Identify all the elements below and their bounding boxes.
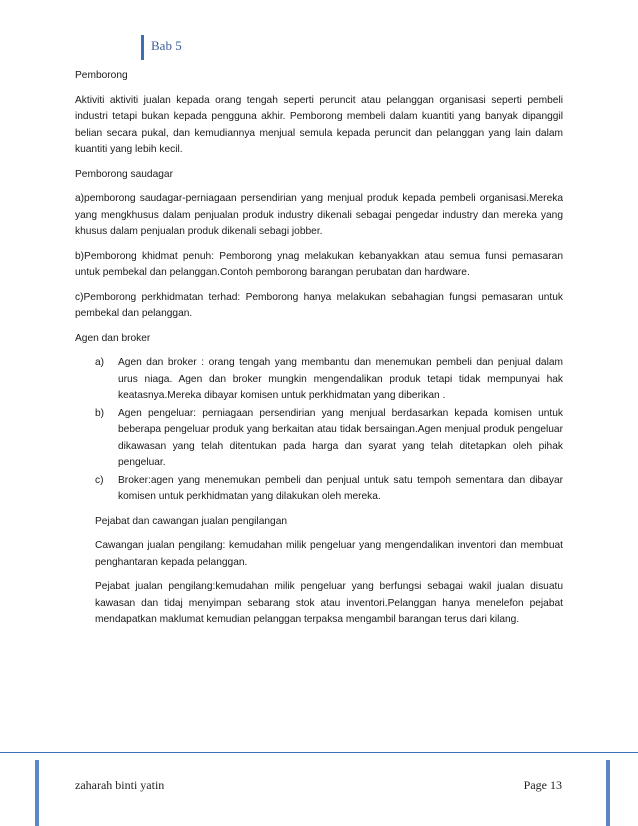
section-heading-agen: Agen dan broker	[75, 332, 151, 344]
section-heading-pemborong: Pemborong	[75, 70, 128, 81]
list-marker: b)	[95, 407, 105, 419]
paragraph-saudagar-a: a)pemborong saudagar-perniagaan persendirian yang menjual produk kepada pembeli organisasi.Mereka yang mengkhusus dalam penjualan produk industry dikenali sebagai pengedar industry dan mereka yang khusus dalam penjualan produk dikenali sebagi jobber.	[75, 193, 563, 237]
footer-author: zaharah binti yatin	[75, 778, 165, 792]
list-item	[95, 355, 563, 405]
list-marker: c)	[95, 474, 104, 486]
list-marker: a)	[95, 357, 105, 368]
footer-page-number: Page 13	[523, 778, 562, 792]
footer-divider	[0, 752, 638, 753]
list-item-text: Agen pengeluar: perniagaan persendirian yang menjual berdasarkan kepada komisen untuk beberapa pengeluar produk yang berkaitan atau tidak bersaingan.Agen menjual produk pengeluar dikawasan yang telah ditentukan pada harga dan syarat yang telah ditetapkan oleh pihak pengeluar.	[118, 407, 563, 468]
list-item	[95, 406, 563, 472]
list-item-text: Broker:agen yang menemukan pembeli dan penjual untuk satu tempoh sementara dan dibayar komisen untuk perkhidmatan yang dilakukan oleh mereka.	[118, 474, 563, 502]
list-item	[95, 473, 563, 506]
chapter-label: Bab 5	[151, 38, 182, 53]
agen-list	[75, 355, 563, 506]
page-content	[75, 68, 563, 637]
section-heading-pejabat: Pejabat dan cawangan jualan pengilangan	[95, 515, 288, 527]
section-heading-saudagar: Pemborong saudagar	[75, 168, 173, 180]
paragraph-cawangan: Cawangan jualan pengilang: kemudahan milik pengeluar yang mengendalikan inventori dan membuat penghantaran kepada pelanggan.	[95, 540, 563, 568]
paragraph-pemborong: Aktiviti aktiviti jualan kepada orang tengah seperti peruncit atau pelanggan organisasi seperti pembeli industri tetapi bukan kepada pengguna akhir. Pemborong membeli dalam kuantiti yang banyak dipanggil belian secara pukal, dan kemudiannya menjual semula kepada peruncit dan pelanggan yang lain dalam kuantiti yang lebih kecil.	[75, 94, 563, 155]
chapter-accent-bar	[141, 35, 144, 60]
footer-frame	[35, 760, 610, 826]
paragraph-pejabat: Pejabat jualan pengilang:kemudahan milik pengeluar yang berfungsi sebagai wakil jualan disuatu kawasan dan tidaj menyimpan sebarang stok atau inventori.Pelanggan hanya menelefon pejabat mendapatkan maklumat kemudian pelanggan terpaksa mengambil barangan terus dari kilang.	[95, 581, 563, 625]
paragraph-saudagar-c: c)Pemborong perkhidmatan terhad: Pemborong hanya melakukan sebahagian fungsi pemasaran untuk pembekal dan pelanggan.	[75, 291, 563, 319]
paragraph-saudagar-b: b)Pemborong khidmat penuh: Pemborong ynag melakukan kebanyakkan atau semua funsi pemasaran untuk pembekal dan pelanggan.Contoh pemborong barangan perubatan dan hardware.	[75, 250, 563, 278]
pejabat-section	[75, 514, 563, 629]
list-item-text: Agen dan broker : orang tengah yang membantu dan menemukan pembeli dan penjual dalam urus niaga. Agen dan broker mungkin mengendalikan produk tetapi tidak mempunyai hak keatasnya.Mereka dibayar komisen untuk perkhidmatan yang diberikan .	[118, 357, 563, 401]
